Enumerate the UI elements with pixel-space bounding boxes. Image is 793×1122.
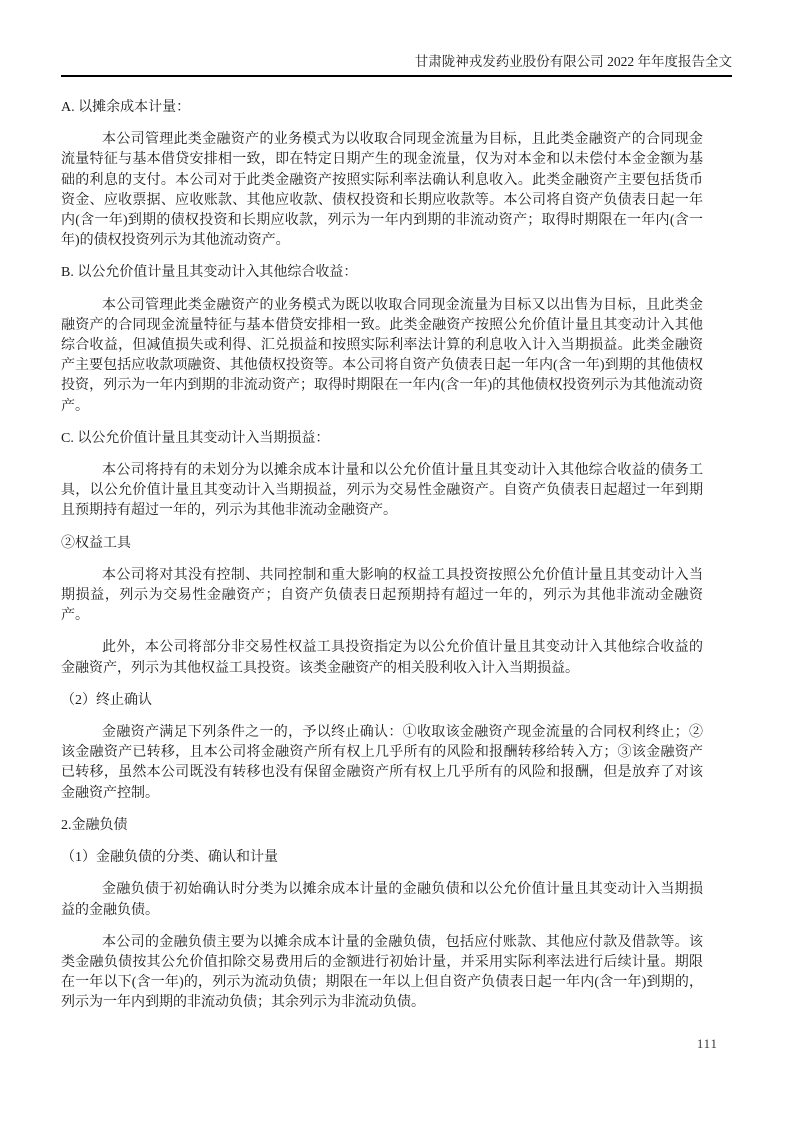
heading-derecognition: （2）终止确认 (61, 692, 152, 708)
page-header (61, 54, 732, 77)
heading-financial-liabilities: 2.金融负债 (61, 817, 128, 833)
paragraph-derecognition: 金融资产满足下列条件之一的，予以终止确认：①收取该金融资产现金流量的合同权利终止；②该金融资产已转移，且本公司将金融资产所有权上几乎所有的风险和报酬转移给转入方；③该金融资产已转移，虽然本公司既没有转移也没有保留金融资产所有权上几乎所有的风险和报酬，但是放弃了对该金融资产控制。 (61, 725, 703, 801)
paragraph-liability-initial: 金融负债于初始确认时分类为以摊余成本计量的金融负债和以公允价值计量且其变动计入当期损益的金融负债。 (61, 882, 703, 918)
header-title: 甘肃陇神戎发药业股份有限公司 2022 年年度报告全文 (414, 54, 732, 69)
paragraph-fvtpl: 本公司将持有的未划分为以摊余成本计量和以公允价值计量且其变动计入其他综合收益的债务工具，以公允价值计量且其变动计入当期损益，列示为交易性金融资产。自资产负债表日起超过一年到期且预期持有超过一年的，列示为其他非流动金融资产。 (61, 463, 703, 519)
page-number: 111 (697, 1037, 718, 1051)
paragraph-liability-measurement: 本公司的金融负债主要为以摊余成本计量的金融负债，包括应付账款、其他应付款及借款等。该类金融负债按其公允价值扣除交易费用后的金额进行初始计量，并采用实际利率法进行后续计量。期限在一年以下(含一年)的，列示为流动负债；期限在一年以上但自资产负债表日起一年内(含一年)到期的，列示为一年内到期的非流动负债；其余列示为非流动负债。 (61, 934, 703, 1011)
paragraph-equity-2: 此外，本公司将部分非交易性权益工具投资指定为以公允价值计量且其变动计入其他综合收益的金融资产，列示为其他权益工具投资。该类金融资产的相关股利收入计入当期损益。 (61, 640, 703, 676)
paragraph-fvoci: 本公司管理此类金融资产的业务模式为既以收取合同现金流量为目标又以出售为目标，且此类金融资产的合同现金流量特征与基本借贷安排相一致。此类金融资产按照公允价值计量且其变动计入其他综合收益，但减值损失或利得、汇兑损益和按照实际利率法计算的利息收入计入当期损益。此类金融资产主要包括应收款项融资、其他债权投资等。本公司将自资产负债表日起一年内(含一年)到期的其他债权投资，列示为一年内到期的非流动资产；取得时期限在一年内(含一年)的其他债权投资列示为其他流动资产。 (61, 297, 703, 414)
heading-equity-instruments: ②权益工具 (61, 535, 131, 551)
paragraph-equity-1: 本公司将对其没有控制、共同控制和重大影响的权益工具投资按照公允价值计量且其变动计入当期损益，列示为交易性金融资产；自资产负债表日起预期持有超过一年的，列示为其他非流动金融资产。 (61, 567, 703, 624)
heading-liability-classification: （1）金融负债的分类、确认和计量 (61, 850, 278, 866)
paragraph-amortized-cost: 本公司管理此类金融资产的业务模式为以收取合同现金流量为目标，且此类金融资产的合同现金流量特征与基本借贷安排相一致，即在特定日期产生的现金流量，仅为对本金和以未偿付本金金额为基础的利息的支付。本公司对于此类金融资产按照实际利率法确认利息收入。此类金融资产主要包括货币资金、应收票据、应收账款、其他应收款、债权投资和长期应收款等。本公司将自资产负债表日起一年内(含一年)到期的债权投资和长期应收款，列示为一年内到期的非流动资产；取得时期限在一年内(含一年)的债权投资列示为其他流动资产。 (61, 132, 703, 249)
document-body (61, 98, 703, 1014)
heading-fvtpl: C. 以公允价值计量且其变动计入当期损益： (61, 430, 330, 446)
heading-amortized-cost: A. 以摊余成本计量： (61, 100, 191, 115)
heading-fvoci: B. 以公允价值计量且其变动计入其他综合收益： (61, 265, 358, 281)
